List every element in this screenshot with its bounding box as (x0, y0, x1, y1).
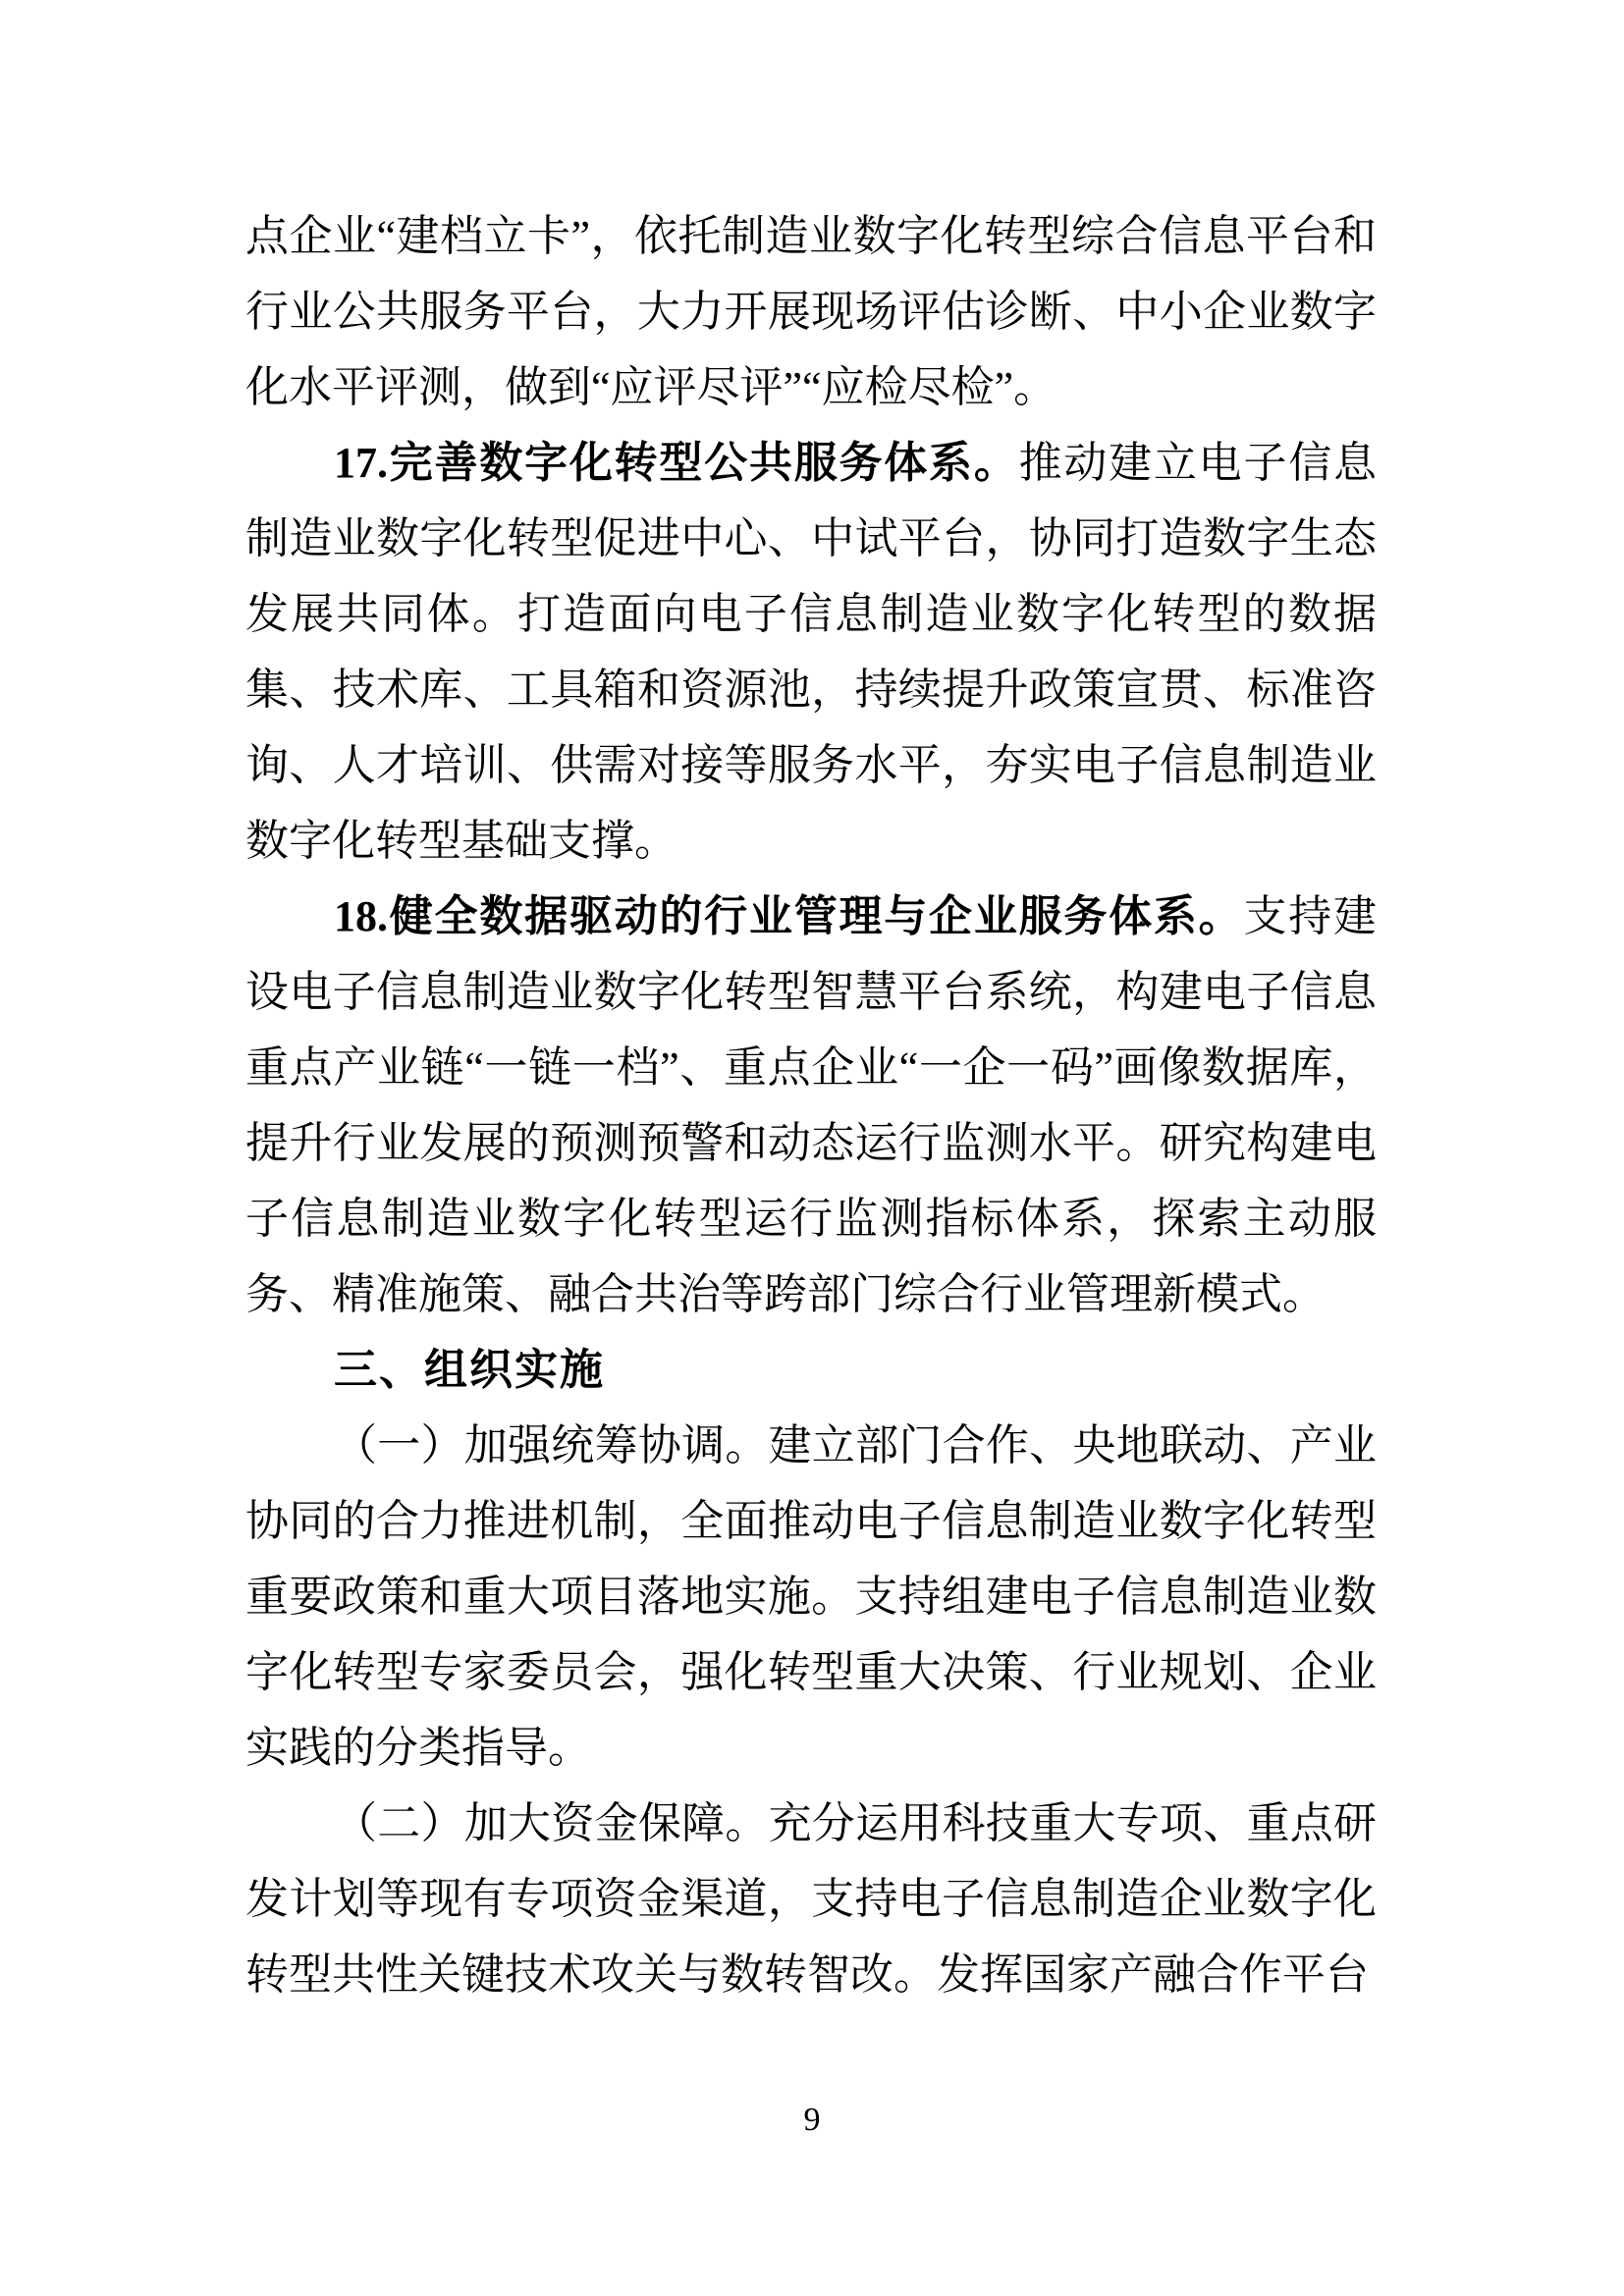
section-heading-text: 三、组织实施 (334, 1346, 605, 1394)
paragraph-item-18 (245, 879, 1377, 1332)
paragraph-continuation (245, 198, 1377, 425)
paragraph-18-body-text: 支持建设电子信息制造业数字化转型智慧平台系统，构建电子信息重点产业链“一链一档”、重点企业“一企一码”画像数据库，提升行业发展的预测预警和动态运行监测水平。研究构建电子信息制造业数字化转型运行监测指标体系，探索主动服务、精准施策、融合共治等跨部门综合行业管理新模式。 (245, 892, 1377, 1318)
paragraph-17-body-text: 推动建立电子信息制造业数字化转型促进中心、中试平台，协同打造数字生态发展共同体。打造面向电子信息制造业数字化转型的数据集、技术库、工具箱和资源池，持续提升政策宣贯、标准咨询、人才培训、供需对接等服务水平，夯实电子信息制造业数字化转型基础支撑。 (245, 439, 1378, 865)
sub-item-2-kai-lead: （二）加大资金保障。 (334, 1799, 769, 1847)
paragraph-continuation-text: 点企业“建档立卡”，依托制造业数字化转型综合信息平台和行业公共服务平台，大力开展现场评估诊断、中小企业数字化水平评测，做到“应评尽评”“应检尽检”。 (245, 212, 1377, 411)
page-number: 9 (803, 2102, 821, 2138)
document-body (245, 198, 1377, 2012)
paragraph-sub-item-1 (245, 1408, 1377, 1786)
sub-item-1-kai-lead: （一）加强统筹协调。 (334, 1421, 769, 1469)
sub-item-2-body-text: 充分运用科技重大专项、重点研发计划等现有专项资金渠道，支持电子信息制造企业数字化转型共性关键技术攻关与数转智改。发挥国家产融合作平台 (245, 1799, 1377, 1999)
paragraph-sub-item-2 (245, 1786, 1377, 2012)
paragraph-item-17 (245, 425, 1377, 879)
paragraph-17-bold-lead: 17.完善数字化转型公共服务体系。 (334, 439, 1019, 487)
sub-item-1-body-text: 建立部门合作、央地联动、产业协同的合力推进机制，全面推动电子信息制造业数字化转型重要政策和重大项目落地实施。支持组建电子信息制造业数字化转型专家委员会，强化转型重大决策、行业规划、企业实践的分类指导。 (245, 1421, 1377, 1772)
section-heading-organization (245, 1332, 1377, 1408)
paragraph-18-bold-lead: 18.健全数据驱动的行业管理与企业服务体系。 (334, 892, 1244, 940)
